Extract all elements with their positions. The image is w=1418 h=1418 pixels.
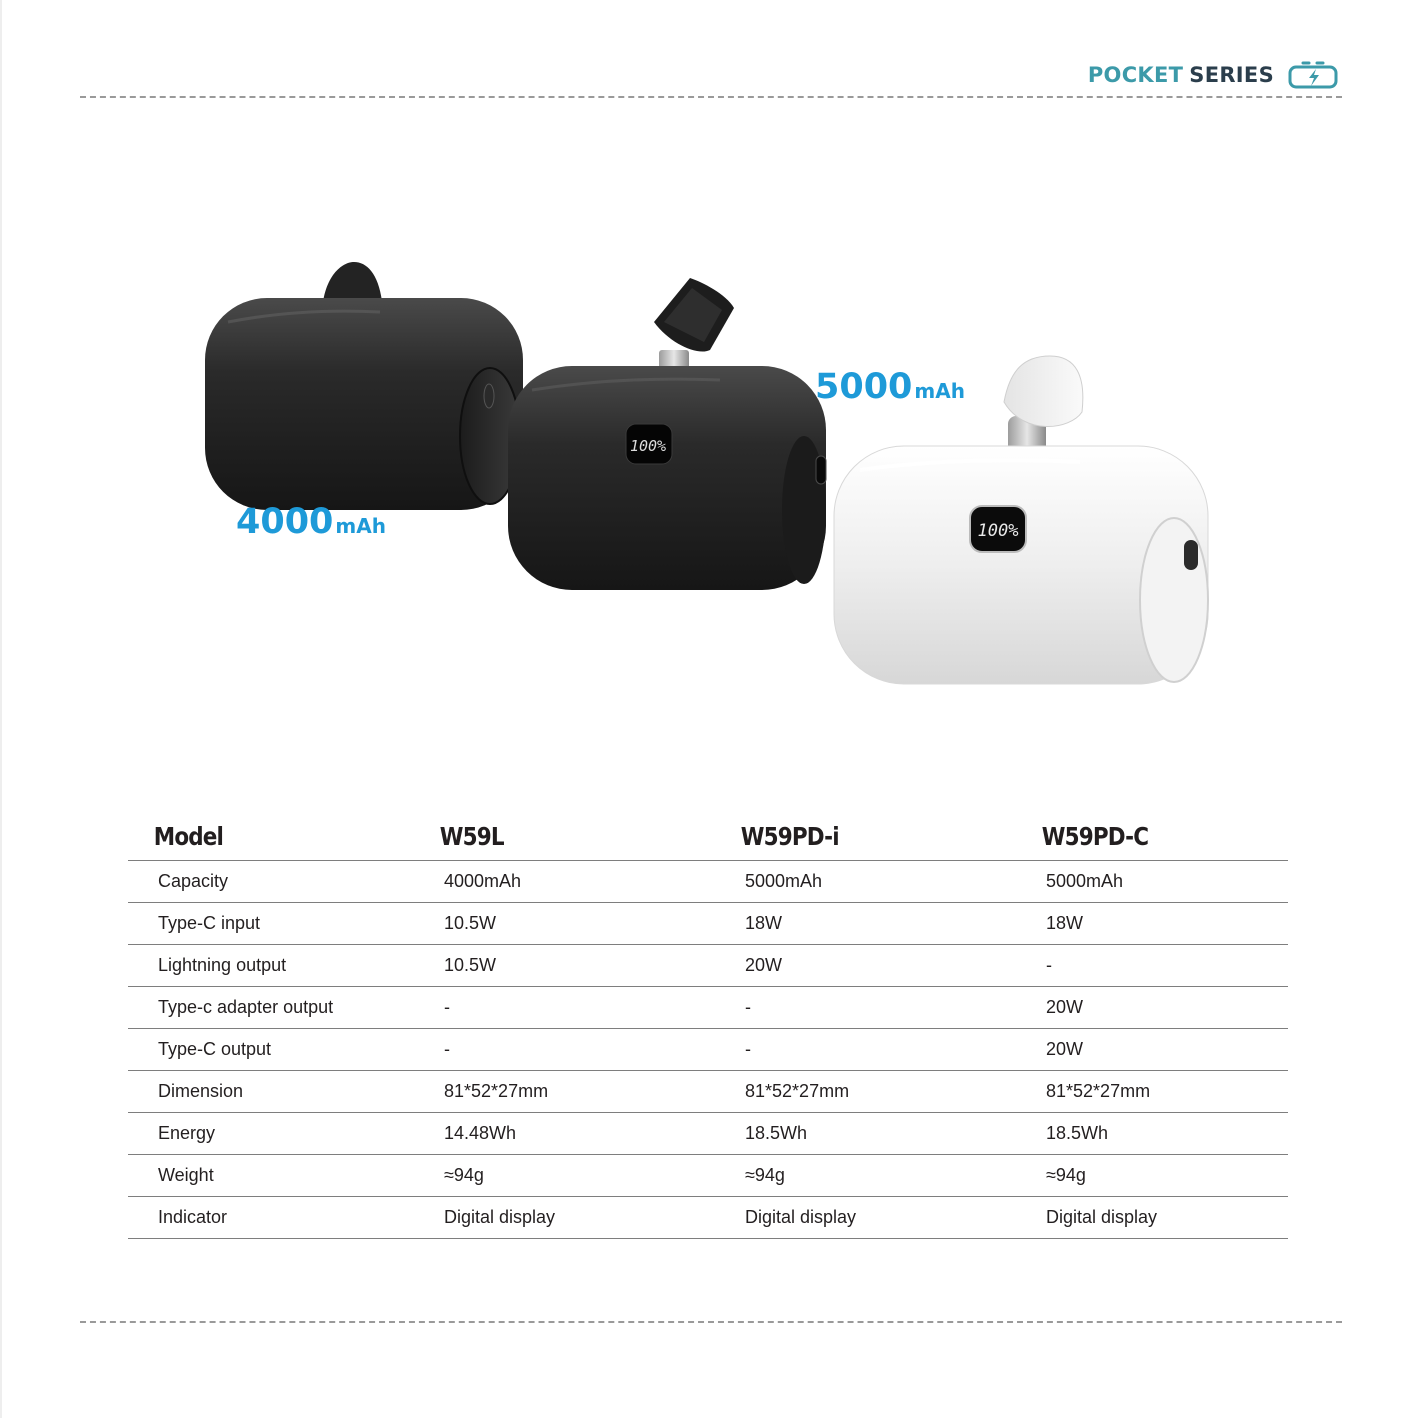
cell-w59pd-c: - <box>1016 945 1288 987</box>
cell-w59pd-c: 81*52*27mm <box>1016 1071 1288 1113</box>
power-bank-w59l <box>205 262 523 510</box>
row-label: Dimension <box>128 1071 414 1113</box>
cell-w59l: 10.5W <box>414 903 715 945</box>
row-label: Weight <box>128 1155 414 1197</box>
cell-w59l: 4000mAh <box>414 861 715 903</box>
row-label: Capacity <box>128 861 414 903</box>
row-label: Type-C input <box>128 903 414 945</box>
cell-w59l: - <box>414 987 715 1029</box>
cell-w59pd-i: 5000mAh <box>715 861 1016 903</box>
brand-primary: POCKET <box>1087 63 1184 87</box>
table-row-energy <box>128 1113 1288 1155</box>
header-w59pd-c: W59PD-C <box>1041 822 1149 851</box>
cell-w59pd-i: - <box>715 987 1016 1029</box>
cell-w59pd-i: 18W <box>715 903 1016 945</box>
cell-w59l: - <box>414 1029 715 1071</box>
cell-w59pd-c: 18.5Wh <box>1016 1113 1288 1155</box>
row-label: Type-C output <box>128 1029 414 1071</box>
cell-w59pd-c: ≈94g <box>1016 1155 1288 1197</box>
spec-table-header <box>128 813 1288 861</box>
cell-w59pd-i: 81*52*27mm <box>715 1071 1016 1113</box>
table-row-type-c-output <box>128 1029 1288 1071</box>
capacity-label-4000: 4000 mAh <box>236 502 386 542</box>
spec-table <box>128 813 1288 1239</box>
cell-w59l: Digital display <box>414 1197 715 1239</box>
cell-w59pd-c: 5000mAh <box>1016 861 1288 903</box>
cell-w59pd-c: 20W <box>1016 1029 1288 1071</box>
table-row-type-c-input <box>128 903 1288 945</box>
row-label: Lightning output <box>128 945 414 987</box>
table-row-indicator <box>128 1197 1288 1239</box>
power-bank-w59pd-i <box>508 278 826 590</box>
header-model: Model <box>153 822 224 851</box>
row-label: Indicator <box>128 1197 414 1239</box>
cell-w59pd-c: Digital display <box>1016 1197 1288 1239</box>
table-row-capacity <box>128 861 1288 903</box>
brand-secondary: SERIES <box>1189 63 1274 87</box>
cell-w59pd-i: Digital display <box>715 1197 1016 1239</box>
cell-w59l: 14.48Wh <box>414 1113 715 1155</box>
cell-w59pd-i: ≈94g <box>715 1155 1016 1197</box>
header-w59l: W59L <box>439 822 504 851</box>
cell-w59pd-i: 20W <box>715 945 1016 987</box>
table-row-weight <box>128 1155 1288 1197</box>
row-label: Type-c adapter output <box>128 987 414 1029</box>
cell-w59pd-c: 20W <box>1016 987 1288 1029</box>
cell-w59pd-c: 18W <box>1016 903 1288 945</box>
display-readout-w59pd-c: 100% <box>977 521 1019 541</box>
capacity-label-5000: 5000 mAh <box>815 367 965 407</box>
row-label: Energy <box>128 1113 414 1155</box>
display-readout-w59pd-i: 100% <box>629 437 667 455</box>
cell-w59l: 81*52*27mm <box>414 1071 715 1113</box>
cell-w59pd-i: - <box>715 1029 1016 1071</box>
cell-w59l: ≈94g <box>414 1155 715 1197</box>
table-row-type-c-adapter-output <box>128 987 1288 1029</box>
header-w59pd-i: W59PD-i <box>740 822 839 851</box>
cell-w59pd-i: 18.5Wh <box>715 1113 1016 1155</box>
table-row-dimension <box>128 1071 1288 1113</box>
cell-w59l: 10.5W <box>414 945 715 987</box>
bottom-dashed-divider <box>80 1321 1342 1323</box>
table-row-lightning-output <box>128 945 1288 987</box>
